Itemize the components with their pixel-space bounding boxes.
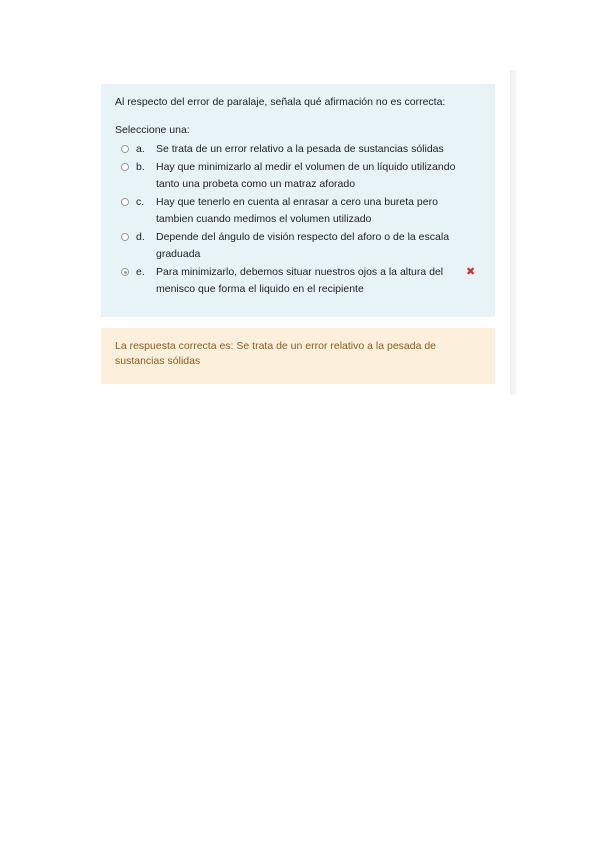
option-d[interactable] <box>115 229 481 263</box>
option-text: Hay que minimizarlo al medir el volumen de un líquido utilizando tanto una probeta como un matraz aforado <box>156 161 456 190</box>
option-e[interactable] <box>115 264 481 298</box>
option-c[interactable] <box>115 194 481 228</box>
feedback-text: La respuesta correcta es: Se trata de un error relativo a la pesada de sustancias sólidas <box>115 340 437 367</box>
radio-button-b[interactable] <box>121 163 129 171</box>
answer-options <box>115 141 481 298</box>
question-text: Al respecto del error de paralaje, señala qué afirmación no es correcta: <box>115 96 446 108</box>
radio-button-d[interactable] <box>121 233 129 241</box>
option-text: Para minimizarlo, debemos situar nuestros ojos a la altura del menisco que forma el liquido en el recipiente <box>156 266 444 295</box>
option-letter: b. <box>136 161 145 173</box>
option-text: Depende del ángulo de visión respecto del aforo o de la escala graduada <box>156 231 450 260</box>
radio-button-a[interactable] <box>121 145 129 153</box>
option-a[interactable] <box>115 141 481 158</box>
select-prompt: Seleccione una: <box>115 124 190 136</box>
radio-button-e[interactable] <box>121 268 129 276</box>
scroll-shadow <box>510 70 516 395</box>
cross-icon: ✖ <box>466 266 476 278</box>
option-letter: c. <box>136 196 145 208</box>
correct-answer-feedback <box>101 328 495 384</box>
option-text: Se trata de un error relativo a la pesada de sustancias sólidas <box>156 143 444 155</box>
option-letter: d. <box>136 231 145 243</box>
radio-button-c[interactable] <box>121 198 129 206</box>
option-b[interactable] <box>115 159 481 193</box>
option-text: Hay que tenerlo en cuenta al enrasar a cero una bureta pero tambien cuando medimos el volumen utilizado <box>156 196 438 225</box>
question-panel <box>101 84 495 317</box>
option-letter: a. <box>136 143 145 155</box>
option-letter: e. <box>136 266 145 278</box>
